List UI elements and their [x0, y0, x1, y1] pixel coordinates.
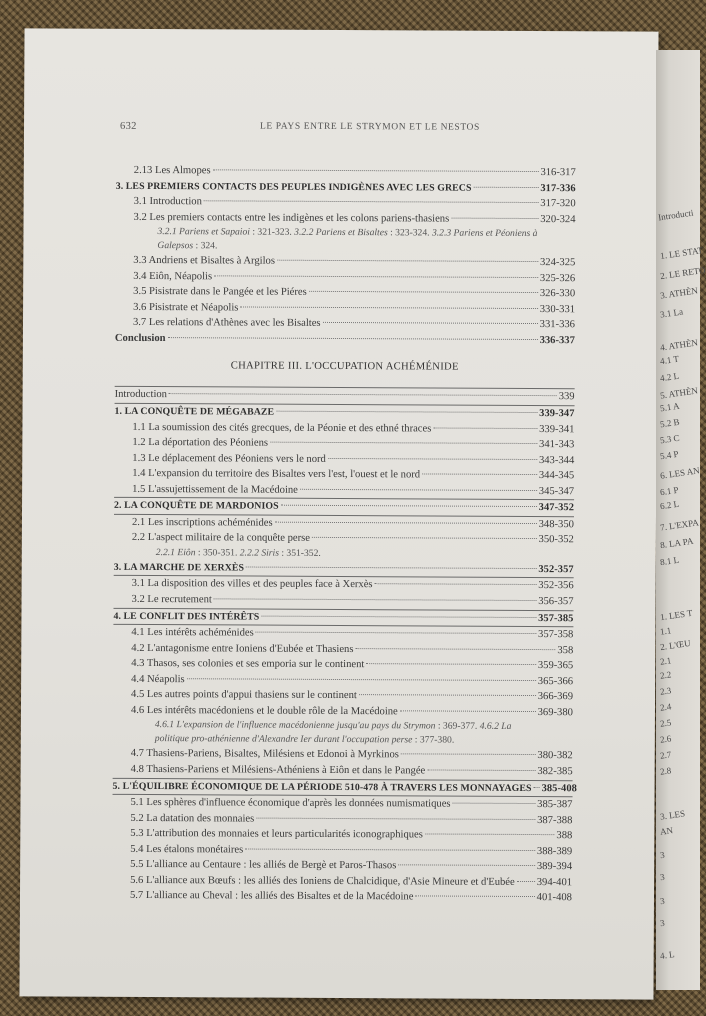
toc-leader-dots	[323, 322, 538, 324]
toc-entry-title: 3.1 La disposition des villes et des peuples face à Xerxès	[131, 578, 373, 591]
toc-leader-dots	[276, 411, 537, 413]
toc-leader-dots	[453, 803, 536, 804]
toc-entry-pages: 385-408	[541, 782, 577, 794]
toc-entry-title: 3. LES PREMIERS CONTACTS DES PEUPLES INDIGÈNES AVEC LES GRECS	[115, 180, 472, 194]
toc-entry-pages: 382-385	[537, 765, 573, 778]
page-number: 632	[119, 120, 137, 132]
toc-group	[114, 386, 575, 548]
toc-entry-title: 2.1 Les inscriptions achéménides	[131, 516, 273, 529]
toc-entry-pages: 343-344	[538, 454, 575, 466]
facing-page-fragment: 7. L'EXPA	[659, 517, 700, 533]
toc-leader-dots	[415, 896, 534, 898]
toc-entry	[114, 482, 574, 500]
page-header	[120, 121, 572, 137]
toc-leader-dots	[359, 694, 536, 696]
facing-page-fragment: 2.4	[659, 701, 672, 713]
toc-leader-dots	[168, 337, 538, 340]
toc-entry-title: 1.2 La déportation des Péoniens	[132, 437, 269, 449]
toc-entry-pages: 387-388	[537, 814, 573, 826]
toc-entry-title: 5.3 L'attribution des monnaies et leurs particularités iconographiques	[130, 828, 423, 841]
toc-leader-dots	[427, 769, 535, 771]
toc-entry-pages: 380-382	[537, 750, 573, 762]
toc-entry-title: 3.3 Andriens et Bisaltes à Argilos	[133, 255, 275, 267]
toc-entry-title: 5.4 Les étalons monétaires	[130, 843, 244, 856]
toc-entry-pages: 331-336	[539, 319, 576, 331]
toc-entry-title: 5.2 La datation des monnaies	[130, 812, 255, 825]
subnote-pages: : 321-323.	[249, 226, 295, 238]
toc-entry-title: 4.6 Les intérêts macédoniens et le double rôle de la Macédoine	[130, 704, 398, 718]
toc-leader-dots	[277, 260, 538, 262]
toc-entry-pages: 330-331	[539, 303, 576, 316]
toc-entry	[113, 762, 573, 780]
toc-entry-title: 1.1 La soumission des cités grecques, de la Péonie et des ethné thraces	[132, 421, 432, 435]
subnote-pages: : 369-377.	[435, 720, 480, 733]
facing-page-fragment: 6.1 P	[659, 484, 680, 498]
toc-entry-pages: 352-356	[538, 580, 574, 592]
subnote-title: 2.2.1 Eiôn	[155, 546, 196, 559]
toc-entry-title: 4.8 Thasiens-Pariens et Milésiens-Athéniens à Eiôn et dans le Pangée	[130, 763, 426, 777]
toc-entry-title: 3.4 Eiôn, Néapolis	[133, 270, 213, 283]
facing-page-fragment: 2.5	[659, 717, 672, 729]
toc-entry-title: 2. LA CONQUÊTE DE MARDONIOS	[114, 500, 279, 512]
toc-entry-pages: 350-352	[538, 534, 574, 546]
facing-page-fragment: 2.2	[659, 669, 672, 681]
toc-entry	[112, 888, 572, 906]
toc-entry-title: 2.2 L'aspect militaire de la conquête perse	[131, 532, 311, 545]
toc-entry-title: 3. LA MARCHE DE XERXÈS	[113, 561, 245, 574]
toc-entry-title: 3.1 Introduction	[133, 196, 202, 208]
toc-entry-pages: 401-408	[536, 892, 573, 904]
toc-entry-title: 5.5 L'alliance au Centaure : les alliés de Bergè et Paros-Thasos	[130, 859, 397, 872]
toc-entry-pages: 339-347	[539, 408, 575, 420]
toc-leader-dots	[300, 489, 537, 491]
facing-page-fragment: 3	[659, 849, 666, 861]
facing-page-fragment: 2.1	[659, 655, 672, 667]
facing-page-fragment: 5.1 A	[659, 400, 681, 414]
facing-page-fragment: 4.2 L	[659, 370, 680, 384]
toc-entry-pages: 320-324	[540, 213, 576, 225]
toc-entry-pages: 341-343	[539, 439, 575, 451]
toc-group	[113, 560, 574, 721]
toc-leader-dots	[256, 632, 536, 634]
facing-page-fragment: 3	[659, 917, 666, 929]
facing-page-fragment: 1. LES T	[659, 607, 694, 623]
toc-entry-pages: 339	[558, 391, 575, 403]
facing-page-fragment: 3. ATHÈN	[659, 285, 699, 301]
toc-leader-dots	[187, 678, 536, 681]
toc-entry-pages: 324-325	[539, 257, 576, 269]
toc-leader-dots	[425, 834, 555, 836]
toc-leader-dots	[398, 865, 535, 867]
facing-page-fragment: 3. LES	[659, 808, 686, 822]
subnote-title: 2.2.2 Siris	[239, 547, 279, 559]
toc-leader-dots	[375, 584, 537, 586]
toc-entry-title: 4.7 Thasiens-Pariens, Bisaltes, Milésiens et Edonoi à Myrkinos	[130, 748, 399, 761]
toc-entry-pages: 325-326	[539, 272, 576, 284]
toc-entry-pages: 317-320	[540, 198, 576, 210]
toc-leader-dots	[281, 505, 537, 507]
toc-leader-dots	[312, 537, 537, 539]
facing-page-fragment: 3	[659, 895, 666, 907]
book-page-right-edge	[656, 50, 706, 990]
toc-leader-dots	[309, 291, 538, 293]
facing-page-fragment: Introducti	[657, 207, 695, 223]
toc-leader-dots	[275, 522, 537, 524]
subnote-pages: : 377-380.	[412, 734, 455, 747]
subnote-title: 3.2.1 Pariens et Sapaioi	[157, 226, 250, 238]
toc-leader-dots	[214, 275, 538, 278]
toc-entry-pages: 385-387	[537, 799, 573, 811]
toc-entry-pages: 388-389	[536, 845, 573, 857]
toc-entry-title: 4.1 Les intérêts achéménides	[131, 627, 254, 639]
facing-page-fragment: 2. L'ŒU	[659, 637, 692, 653]
toc-entry-pages: 347-352	[538, 502, 575, 514]
toc-leader-dots	[474, 186, 539, 187]
subnote-title: 4.6.2 La politique pro-athénienne d'Alexandre Ier durant l'occupation perse	[154, 721, 512, 746]
toc-subnote	[113, 718, 545, 748]
toc-entry-pages: 366-369	[537, 691, 574, 703]
facing-page-fragment: 1. LE STAT	[659, 245, 704, 261]
toc-subnote	[115, 225, 547, 255]
facing-page-fragment: 3	[659, 871, 666, 883]
facing-page-fragment: 3.1 La	[659, 306, 684, 320]
facing-page-fragment: 6.2 L	[659, 498, 680, 512]
toc-entry-title: 1.3 Le déplacement des Péoniens vers le nord	[132, 452, 326, 465]
subnote-title: 3.2.3 Pariens et Péoniens à Galepsos	[157, 227, 538, 252]
facing-page-fragment: 2.8	[659, 765, 672, 777]
toc-leader-dots	[400, 710, 536, 712]
subnote-pages: : 351-352.	[278, 547, 321, 559]
facing-page-fragment: 6. LES AN	[659, 465, 701, 481]
toc-entry-title: 2.13 Les Almopes	[133, 164, 211, 177]
toc-entry-pages: 326-330	[539, 288, 576, 300]
toc-leader-dots	[204, 200, 538, 203]
toc-entry-title: 1. LA CONQUÊTE DE MÉGABAZE	[114, 405, 275, 418]
chapter-title: CHAPITRE III. L'OCCUPATION ACHÉMÉNIDE	[230, 360, 459, 374]
facing-page-fragment: 4.1 T	[659, 353, 680, 367]
toc-entry-title: 3.2 Les premiers contacts entre les indigènes et les colons pariens-thasiens	[133, 211, 450, 225]
book-page-left	[19, 28, 658, 999]
toc-leader-dots	[261, 615, 536, 617]
toc-leader-dots	[240, 306, 537, 309]
toc-leader-dots	[214, 598, 536, 601]
facing-page-fragment: 5.3 C	[659, 432, 681, 446]
subnote-pages: : 323-324.	[387, 227, 433, 239]
toc-leader-dots	[246, 566, 536, 569]
toc-entry-title: 5.6 L'alliance aux Bœufs : les alliés des Ioniens de Chalcidique, d'Asie Mineure et d'Eubée	[130, 874, 515, 888]
facing-page-fragment: AN	[659, 825, 674, 837]
subnote-title: 4.6.1 L'expansion de l'influence macédonienne jusqu'au pays du Strymon	[154, 719, 436, 732]
toc-entry-title: 4. LE CONFLIT DES INTÉRÊTS	[113, 610, 260, 623]
toc-entry-pages: 352-357	[538, 563, 574, 576]
toc-leader-dots	[517, 881, 535, 882]
toc-leader-dots	[366, 663, 536, 665]
toc-leader-dots	[245, 848, 535, 851]
toc-entry-title: Conclusion	[114, 332, 166, 345]
facing-page-fragment: 8.1 L	[659, 554, 680, 568]
facing-page-fragment: 5.4 P	[659, 448, 680, 462]
toc-leader-dots	[256, 817, 535, 819]
facing-page-fragment: 4. L	[659, 949, 676, 961]
toc-entry-pages: 358	[557, 644, 574, 656]
facing-page-fragment: 8. LA PA	[659, 535, 694, 551]
toc-leader-dots	[213, 169, 539, 172]
subnote-pages: : 324.	[193, 240, 218, 252]
toc-entry-pages: 359-365	[537, 660, 574, 672]
toc-leader-dots	[401, 754, 536, 756]
toc-entry-title: 3.6 Pisistrate et Néapolis	[133, 301, 239, 314]
toc-entry-title: 1.4 L'expansion du territoire des Bisaltes vers l'est, l'ouest et le nord	[132, 468, 421, 481]
toc-entry-title: 4.5 Les autres points d'appui thasiens sur le continent	[131, 689, 357, 702]
toc-entry-title: 4.4 Néapolis	[131, 673, 185, 685]
running-title: LE PAYS ENTRE LE STRYMON ET LE NESTOS	[260, 121, 480, 133]
toc-entry-title: 4.2 L'antagonisme entre Ioniens d'Eubée et Thasiens	[131, 642, 354, 655]
toc-entry-title: 3.2 Le recrutement	[131, 593, 212, 606]
toc-entry-title: 3.5 Pisistrate dans le Pangée et les Piéres	[133, 286, 307, 299]
toc-entry	[115, 315, 575, 333]
toc-entry-title: Introduction	[114, 389, 168, 401]
toc-entry-pages: 336-337	[539, 334, 575, 347]
toc-entry-title: 4.3 Thasos, ses colonies et ses emporia sur le continent	[131, 658, 365, 671]
toc-entry-pages: 348-350	[538, 518, 574, 531]
toc-group	[112, 746, 577, 906]
toc-entry-pages: 369-380	[537, 706, 573, 719]
facing-page-fragment: 5.2 B	[659, 416, 681, 430]
facing-page-fragment: 4. ATHÈN	[659, 337, 699, 353]
facing-page-fragment: 2.7	[659, 749, 672, 761]
toc-entry-title: 5.1 Les sphères d'influence économique d'après les données numismatiques	[130, 796, 451, 810]
toc-entry-pages: 357-385	[538, 612, 574, 624]
toc-entry-title: 5. L'ÉQUILIBRE ÉCONOMIQUE DE LA PÉRIODE 510-478 À TRAVERS LES MONNAYAGES	[112, 780, 532, 794]
toc-leader-dots	[169, 394, 557, 397]
toc-entry-pages: 365-366	[537, 675, 574, 687]
facing-page-fragment: 1.1	[659, 625, 672, 637]
toc-entry-pages: 394-401	[536, 876, 573, 889]
toc-group	[116, 163, 576, 228]
subnote-pages: : 350-351.	[195, 547, 240, 559]
toc-entry-pages: 345-347	[538, 485, 575, 497]
table-of-contents	[112, 163, 576, 906]
toc-entry-pages: 317-336	[540, 182, 576, 194]
facing-page-fragment: 2. LE RETO	[659, 264, 706, 282]
toc-group	[115, 253, 575, 349]
toc-entry-pages: 356-357	[538, 596, 574, 608]
toc-leader-dots	[355, 648, 555, 650]
toc-entry-pages: 339-341	[539, 423, 575, 435]
facing-page-fragment: 2.3	[659, 685, 672, 697]
toc-entry-pages: 357-358	[538, 629, 574, 641]
toc-entry-pages: 344-345	[538, 470, 575, 482]
toc-entry-pages: 389-394	[536, 861, 573, 873]
toc-leader-dots	[328, 458, 537, 460]
toc-leader-dots	[270, 442, 537, 444]
toc-leader-dots	[433, 427, 537, 429]
subnote-title: 3.2.2 Pariens et Bisaltes	[294, 226, 388, 239]
toc-entry-title: 5.7 L'alliance au Cheval : les alliés des Bisaltes et de la Macédoine	[129, 890, 414, 903]
toc-entry	[114, 592, 574, 610]
facing-page-fragment: 5. ATHÈN	[659, 385, 699, 401]
toc-entry-title: 3.7 Les relations d'Athènes avec les Bisaltes	[132, 317, 321, 330]
toc-leader-dots	[534, 787, 540, 788]
toc-leader-dots	[451, 217, 538, 218]
toc-entry-pages: 316-317	[540, 167, 576, 179]
toc-entry-title: 1.5 L'assujettissement de la Macédoine	[132, 483, 298, 496]
facing-page-fragment: 2.6	[659, 733, 672, 745]
toc-entry-pages: 388	[556, 830, 573, 842]
toc-leader-dots	[422, 474, 537, 476]
